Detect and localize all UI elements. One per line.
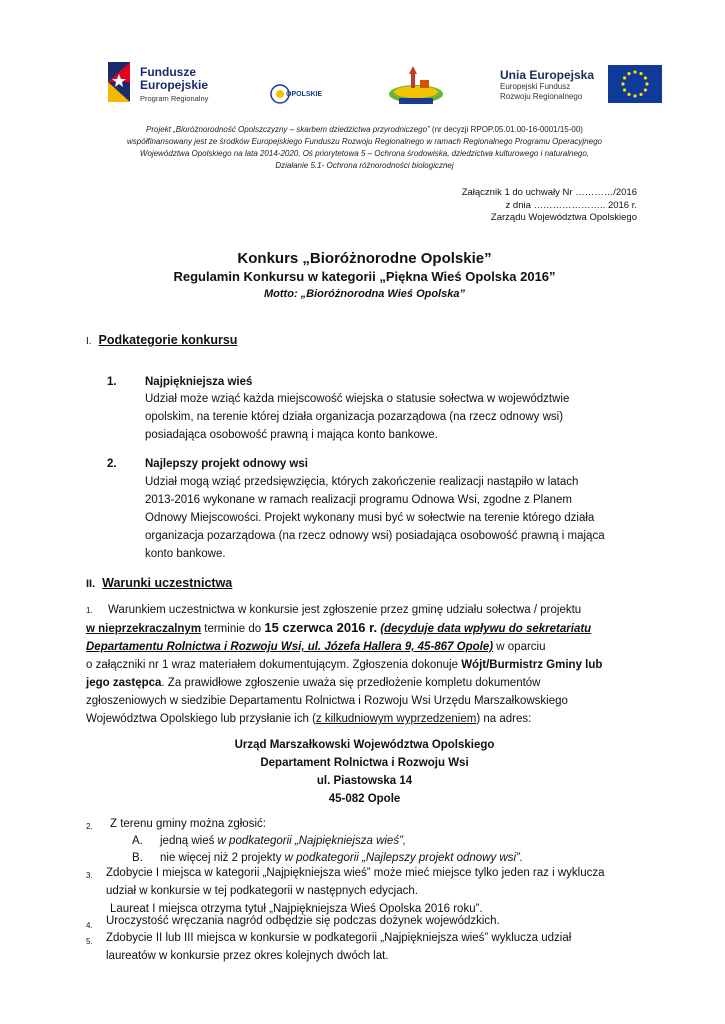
paragraph-1: Warunkiem uczestnictwa w konkursie jest zgłoszenie przez gminę udziału sołectwa / projektu w nieprzekraczalnym terminie do 15 czerwca 2016 r. (decyduje data wpływu do sekretariatu Departamentu Rolnictwa i Rozwoju Wsi, ul. Józefa Hallera 9, 45-867 Opole) w oparciu o załączniki nr 1 wraz materiałem dokumentującym. Zgłoszenia dokonuje Wójt/Burmistrz Gminy lub jego zastępca. Za prawidłowe zgłoszenie uważa się przedłożenie kompletu dokumentów zgłoszeniowych w siedzibie Departamentu Rolnictwa i Rozwoju Wsi Urzędu Marszałkowskiego Województwa Opolskiego lub przysłanie ich (z kilkudniowym wyprzedzeniem) na adres: [86,604,603,725]
item-1-title: Najpiękniejsza wieś [145,376,253,388]
project-note: Projekt „Bioróżnorodność Opolszczyzny – skarbem dziedzictwa przyrodniczego” (nr decyzji RPOP.05.01.00-16-0001/15-00) współfinansowany jest ze środków Europejskiego Funduszu Rozwoju Regionalnego w ramach Regionalnego Programu Operacyjnego Województwa Opolskiego na lata 2014-2020, Oś priorytetowa 5 – Ochrona środowiska, dziedzictwa kulturowego i naturalnego, Działanie 5.1- Ochrona różnorodności biologicznej [127,125,602,170]
fundusze-europejskie-text: Fundusze Europejskie Program Regionalny [140,65,209,103]
item-2-number: 2. [107,458,117,470]
fundusze-europejskie-logo [104,60,134,104]
option-a-text: jedną wieś w podkategorii „Najpiękniejsza wieś”, [160,835,407,847]
mailing-address: Urząd Marszałkowski Województwa Opolskiego Departament Rolnictwa i Rozwoju Wsi ul. Piastowska 14 45-082 Opole [234,739,495,805]
paragraph-4-number: 4. [86,921,93,930]
paragraph-3: Zdobycie I miejsca w kategorii „Najpiękniejsza wieś” może mieć miejsce tylko jeden raz i wyklucza udział w konkursie w tej podkategorii w następnych edycjach. Laureat I miejsca otrzyma tytuł „Najpiękniejsza Wieś Opolska 2016 roku”. [106,867,605,915]
odnowa-wsi-logo [387,66,445,106]
paragraph-5-number: 5. [86,937,93,946]
eu-flag-icon [608,65,662,103]
paragraph-3-number: 3. [86,871,93,880]
document-title: Konkurs „Bioróżnorodne Opolskie” [237,250,492,267]
item-1-number: 1. [107,376,117,388]
item-1-text: Udział może wziąć każda miejscowość wiejska o statusie sołectwa w województwie opolskim, na terenie której działa organizacja pozarządowa (na rzecz odnowy wsi) posiadająca osobowość prawną i mająca konto bankowe. [145,393,570,441]
paragraph-2-number: 2. [86,822,93,831]
logo-bar [100,58,670,112]
opolskie-text: OPOLSKIE [286,91,323,98]
option-b-text: nie więcej niż 2 projekty w podkategorii „Najlepszy projekt odnowy wsi”. [160,852,524,864]
option-b-number: B. [132,852,143,864]
paragraph-2-intro: Z terenu gminy można zgłosić: [110,818,266,830]
paragraph-5: Zdobycie II lub III miejsca w konkursie w podkategorii „Najpiękniejsza wieś” wyklucza udział laureatów w konkursie przez okres kolejnych dwóch lat. [106,932,572,962]
attachment-reference: Załącznik 1 do uchwały Nr …………/2016 z dnia ………………….. 2016 r. Zarządu Województwa Opolskiego [461,187,637,223]
section-1-heading: I. Podkategorie konkursu [86,333,238,347]
item-2-title: Najlepszy projekt odnowy wsi [145,458,308,470]
document-subtitle: Regulamin Konkursu w kategorii „Piękna Wieś Opolska 2016” [173,269,556,284]
paragraph-1-number: 1. [86,606,93,615]
paragraph-4: Uroczystość wręczania nagród odbędzie się podczas dożynek wojewódzkich. [106,915,500,927]
option-a-number: A. [132,835,143,847]
document-motto: Motto: „Bioróżnorodna Wieś Opolska” [264,288,465,300]
item-2-text: Udział mogą wziąć przedsięwzięcia, których zakończenie realizacji nastąpiło w latach 2013-2016 wykonane w ramach realizacji programu Odnowa Wsi, zgodne z Planem Odnowy Miejscowości. Projekt wykonany musi być w sołectwie na terenie którego działa organizacja pozarządowa (na rzecz odnowy wsi) posiadająca osobowość prawną i mająca konto bankowe. [145,476,605,560]
unia-europejska-text: Unia Europejska Europejski Fundusz Rozwoju Regionalnego [500,68,595,101]
section-2-heading: II. Warunki uczestnictwa [86,576,233,590]
